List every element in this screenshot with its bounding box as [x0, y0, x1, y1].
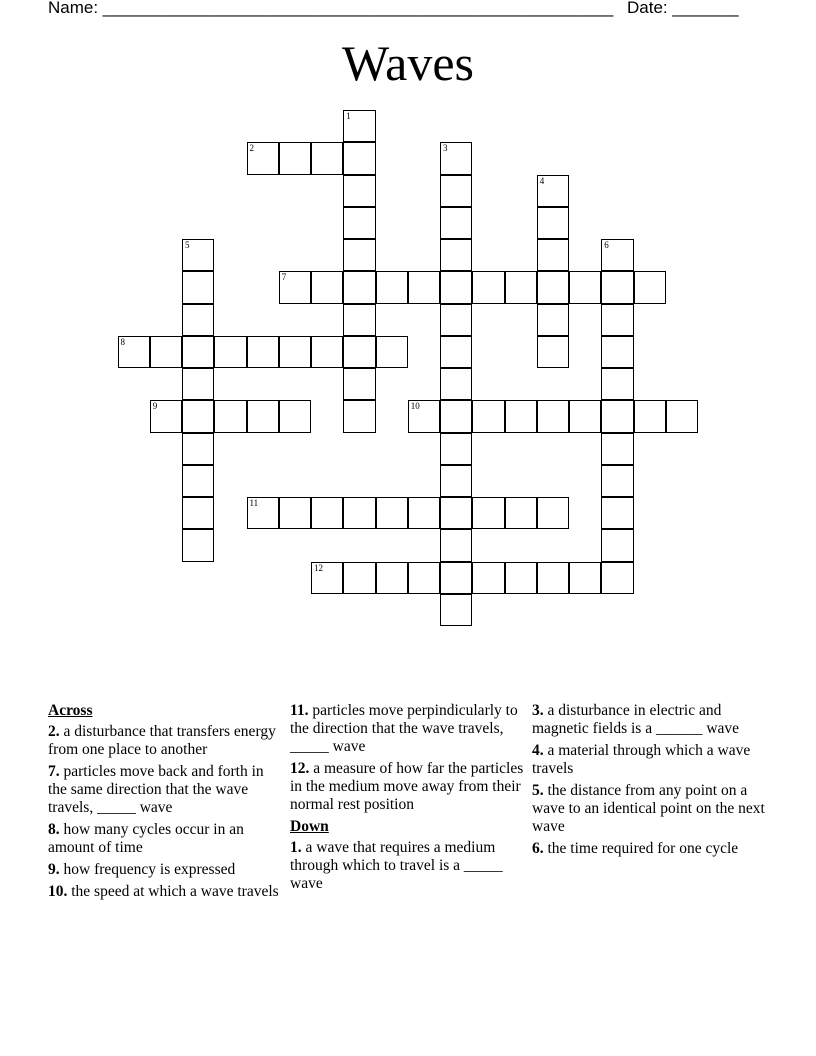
grid-cell[interactable] — [343, 497, 375, 529]
grid-cell[interactable] — [311, 142, 343, 174]
grid-cell[interactable] — [537, 239, 569, 271]
grid-cell[interactable] — [343, 304, 375, 336]
grid-cell[interactable] — [440, 594, 472, 626]
grid-cell[interactable] — [601, 529, 633, 561]
clue-item-number: 2. — [48, 723, 60, 740]
grid-cell[interactable] — [601, 304, 633, 336]
grid-cell[interactable] — [376, 562, 408, 594]
grid-cell[interactable] — [440, 207, 472, 239]
clue-item-text: how frequency is expressed — [63, 861, 236, 878]
grid-cell[interactable] — [408, 562, 440, 594]
grid-cell[interactable] — [311, 336, 343, 368]
grid-cell[interactable] — [182, 368, 214, 400]
grid-cell[interactable] — [343, 368, 375, 400]
grid-cell[interactable] — [537, 304, 569, 336]
grid-cell[interactable] — [634, 400, 666, 432]
grid-cell[interactable] — [214, 336, 246, 368]
grid-cell[interactable] — [505, 271, 537, 303]
clue-item-text: the distance from any point on a wave to an identical point on the next wave — [532, 782, 765, 835]
grid-cell[interactable] — [666, 400, 698, 432]
clue-number: 6 — [604, 240, 609, 250]
grid-cell[interactable] — [537, 562, 569, 594]
clue-number: 5 — [185, 240, 190, 250]
clue-item — [48, 763, 283, 817]
clue-item-number: 12. — [290, 760, 310, 777]
grid-cell[interactable] — [601, 336, 633, 368]
grid-cell[interactable] — [408, 497, 440, 529]
clue-item — [48, 861, 283, 879]
clue-item-text: a disturbance in electric and magnetic fields is a ______ wave — [532, 702, 740, 737]
grid-cell[interactable] — [440, 175, 472, 207]
clue-number: 12 — [314, 562, 323, 573]
clue-number: 8 — [120, 336, 125, 347]
grid-cell[interactable] — [343, 271, 375, 303]
grid-cell[interactable] — [537, 175, 569, 207]
grid-cell[interactable] — [440, 465, 472, 497]
clue-number: 10 — [410, 401, 420, 412]
clue-item-number: 6. — [532, 840, 544, 857]
grid-cell[interactable] — [214, 400, 246, 432]
clue-item — [48, 821, 283, 857]
clue-item-number: 8. — [48, 821, 60, 838]
grid-cell[interactable] — [247, 497, 279, 529]
clue-item — [48, 883, 283, 901]
grid-cell[interactable] — [601, 562, 633, 594]
grid-cell[interactable] — [311, 562, 343, 594]
clue-number: 1 — [346, 111, 351, 121]
grid-cell[interactable] — [376, 497, 408, 529]
clue-item — [532, 742, 772, 778]
grid-cell[interactable] — [440, 433, 472, 465]
grid-cell[interactable] — [182, 304, 214, 336]
grid-cell[interactable] — [247, 336, 279, 368]
grid-cell[interactable] — [343, 142, 375, 174]
grid-cell[interactable] — [537, 497, 569, 529]
clue-item — [532, 840, 772, 858]
grid-cell[interactable] — [150, 400, 182, 432]
grid-cell[interactable] — [440, 497, 472, 529]
clue-number: 4 — [539, 175, 545, 186]
clue-item — [290, 839, 525, 893]
grid-cell[interactable] — [247, 400, 279, 432]
clue-item — [48, 723, 283, 759]
grid-cell[interactable] — [440, 400, 472, 432]
clue-item-text: particles move perpindicularly to the direction that the wave travels, _____ wave — [290, 702, 518, 755]
grid-cell[interactable] — [601, 497, 633, 529]
clue-item — [290, 760, 525, 814]
grid-cell[interactable] — [569, 400, 601, 432]
clue-item-text: a measure of how far the particles in the medium move away from their normal rest position — [290, 760, 524, 813]
clue-item-number: 5. — [532, 782, 544, 799]
grid-cell[interactable] — [472, 497, 504, 529]
grid-cell[interactable] — [408, 400, 440, 432]
grid-cell[interactable] — [601, 271, 633, 303]
clue-item — [290, 702, 525, 756]
grid-cell[interactable] — [537, 400, 569, 432]
grid-cell[interactable] — [537, 207, 569, 239]
clue-heading: Down — [290, 818, 329, 835]
grid-cell[interactable] — [505, 497, 537, 529]
grid-cell[interactable] — [472, 271, 504, 303]
grid-cell[interactable] — [601, 239, 633, 271]
grid-cell[interactable] — [343, 110, 375, 142]
clue-item-number: 10. — [48, 883, 68, 900]
clue-item-number: 9. — [48, 861, 60, 878]
clue-item-number: 4. — [532, 742, 544, 759]
grid-cell[interactable] — [537, 271, 569, 303]
grid-cell[interactable] — [343, 562, 375, 594]
grid-cell[interactable] — [472, 400, 504, 432]
clue-number: 11 — [249, 498, 259, 508]
grid-cell[interactable] — [440, 336, 472, 368]
grid-cell[interactable] — [440, 304, 472, 336]
puzzle-title: Waves — [341, 35, 475, 91]
grid-cell[interactable] — [569, 271, 601, 303]
clue-item-text: particles move back and forth in the same direction that the wave travels, _____ wave — [48, 763, 264, 816]
grid-cell[interactable] — [343, 336, 375, 368]
grid-cell[interactable] — [440, 271, 472, 303]
clue-number: 3 — [443, 143, 448, 154]
clue-item-text: the speed at which a wave travels — [71, 883, 279, 900]
grid-cell[interactable] — [376, 271, 408, 303]
clue-item — [532, 702, 772, 738]
grid-cell[interactable] — [601, 400, 633, 432]
grid-cell[interactable] — [472, 562, 504, 594]
grid-cell[interactable] — [343, 207, 375, 239]
grid-cell[interactable] — [376, 336, 408, 368]
grid-cell[interactable] — [182, 497, 214, 529]
clue-item-text: the time required for one cycle — [547, 840, 739, 857]
grid-cell[interactable] — [182, 400, 214, 432]
grid-cell[interactable] — [601, 433, 633, 465]
grid-cell[interactable] — [440, 239, 472, 271]
grid-cell[interactable] — [182, 239, 214, 271]
clue-column-3 — [532, 702, 772, 862]
name-field: Name: ______________________________________________________ — [48, 0, 614, 17]
grid-cell[interactable] — [279, 142, 311, 174]
clue-item-text: a material through which a wave travels — [532, 742, 751, 777]
grid-cell[interactable] — [343, 239, 375, 271]
clue-number: 9 — [152, 401, 158, 412]
grid-cell[interactable] — [343, 175, 375, 207]
grid-cell[interactable] — [247, 142, 279, 174]
clue-item-number: 7. — [48, 763, 60, 780]
grid-cell[interactable] — [182, 529, 214, 561]
clue-item — [532, 782, 772, 836]
clue-item-number: 1. — [290, 839, 302, 856]
clue-heading: Across — [48, 702, 93, 719]
clue-item-text: a wave that requires a medium through which to travel is a _____ wave — [290, 839, 503, 892]
clue-number: 2 — [249, 143, 254, 154]
clue-number: 7 — [281, 272, 287, 283]
grid-cell[interactable] — [634, 271, 666, 303]
grid-cell[interactable] — [279, 271, 311, 303]
grid-cell[interactable] — [150, 336, 182, 368]
grid-cell[interactable] — [601, 465, 633, 497]
grid-cell[interactable] — [182, 271, 214, 303]
grid-cell[interactable] — [279, 497, 311, 529]
grid-cell[interactable] — [279, 400, 311, 432]
grid-cell[interactable] — [182, 465, 214, 497]
grid-cell[interactable] — [279, 336, 311, 368]
grid-cell[interactable] — [311, 497, 343, 529]
grid-cell[interactable] — [601, 368, 633, 400]
clue-column-1 — [48, 702, 283, 905]
grid-cell[interactable] — [182, 336, 214, 368]
date-field: Date: _______ — [627, 0, 739, 17]
grid-cell[interactable] — [537, 336, 569, 368]
grid-cell[interactable] — [440, 529, 472, 561]
grid-cell[interactable] — [440, 142, 472, 174]
grid-cell[interactable] — [182, 433, 214, 465]
grid-cell[interactable] — [440, 562, 472, 594]
clue-item-number: 3. — [532, 702, 544, 719]
clue-column-2 — [290, 702, 525, 897]
grid-cell[interactable] — [440, 368, 472, 400]
grid-cell[interactable] — [408, 271, 440, 303]
grid-cell[interactable] — [505, 400, 537, 432]
grid-cell[interactable] — [569, 562, 601, 594]
clue-item-text: a disturbance that transfers energy from one place to another — [48, 723, 276, 758]
clue-item-text: how many cycles occur in an amount of time — [48, 821, 244, 856]
grid-cell[interactable] — [311, 271, 343, 303]
grid-cell[interactable] — [118, 336, 150, 368]
grid-cell[interactable] — [505, 562, 537, 594]
grid-cell[interactable] — [343, 400, 375, 432]
clue-item-number: 11. — [290, 702, 309, 719]
